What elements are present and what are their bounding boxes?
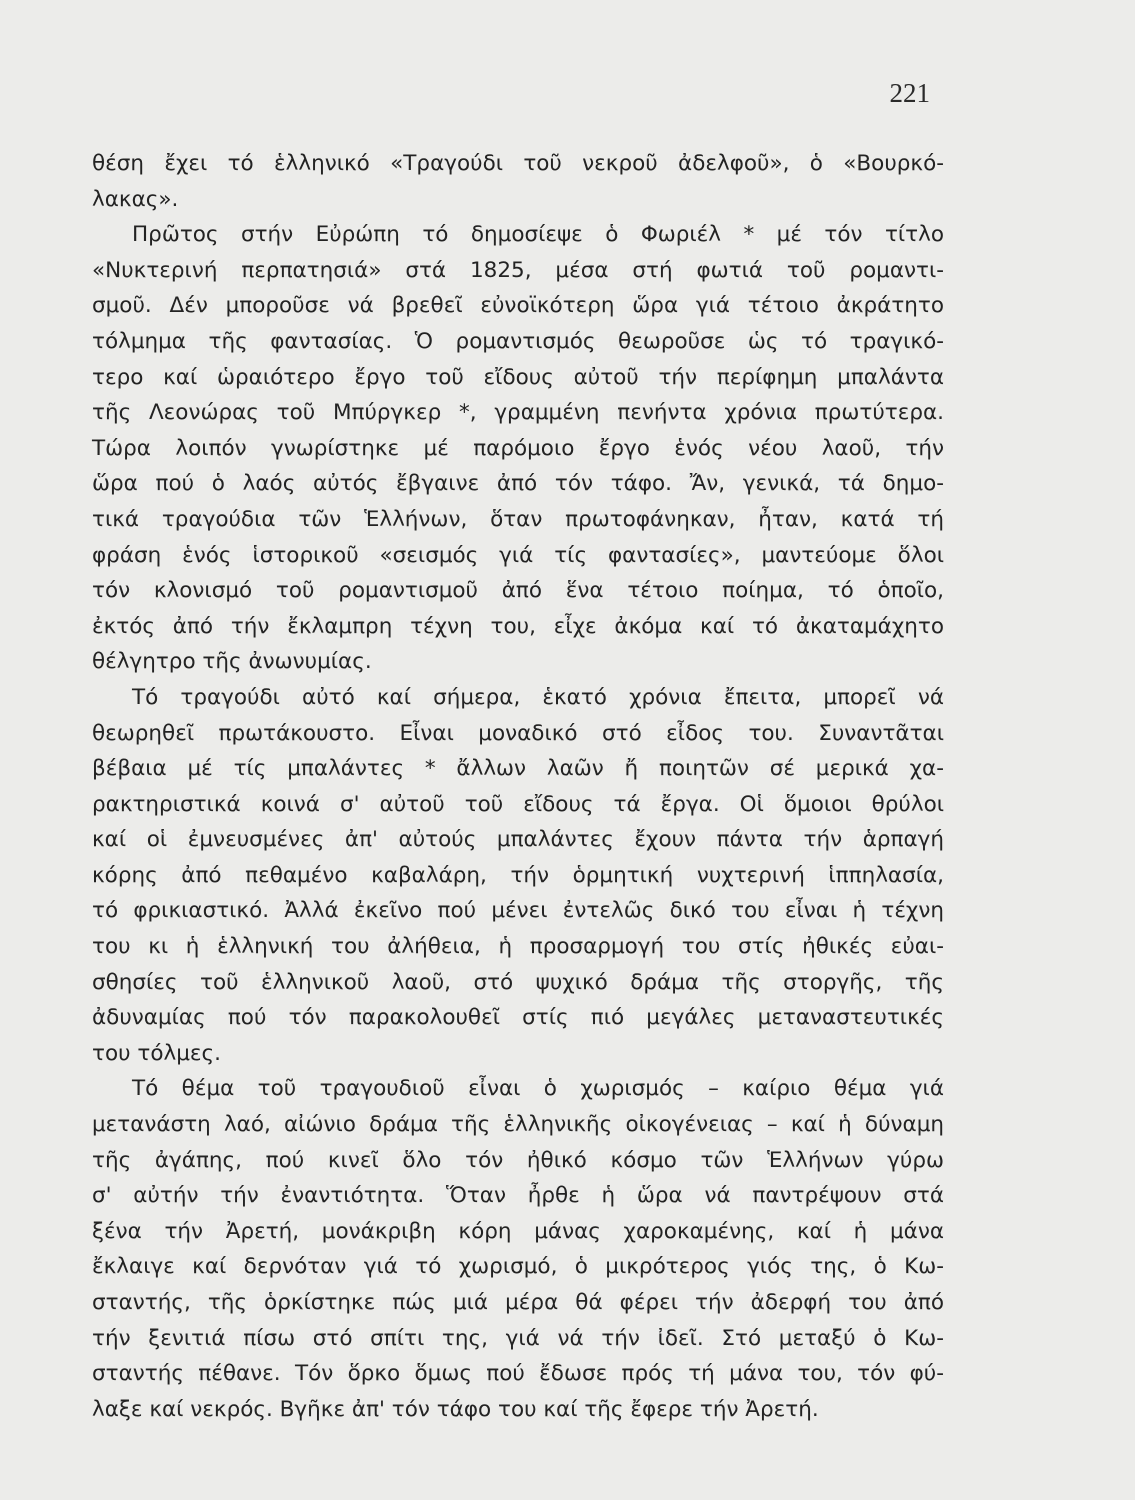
text-line: λακας».: [92, 186, 179, 212]
text-line: τόλμημα τῆς φαντασίας. Ὁ ρομαντισμός θεωροῦσε ὡς τό τραγικό-: [92, 328, 944, 354]
text-line: ὥρα πού ὁ λαός αὐτός ἔβγαινε ἀπό τόν τάφο. Ἄν, γενικά, τά δημο-: [92, 471, 944, 497]
text-line: σταντής, τῆς ὁρκίστηκε πώς μιά μέρα θά φέρει τήν ἀδερφή του ἀπό: [92, 1290, 944, 1315]
text-line: θεωρηθεῖ πρωτάκουστο. Εἶναι μοναδικό στό εἶδος του. Συναντᾶται: [92, 720, 944, 746]
text-line: «Νυκτερινή περπατησιά» στά 1825, μέσα στή φωτιά τοῦ ρομαντι-: [92, 257, 944, 283]
text-line: του τόλμες.: [92, 1040, 221, 1066]
text-line: τῆς Λεονώρας τοῦ Μπύργκερ *, γραμμένη πενήντα χρόνια πρωτύτερα.: [92, 400, 944, 426]
paragraph: [92, 146, 944, 217]
text-line: ἔκλαιγε καί δερνόταν γιά τό χωρισμό, ὁ μικρότερος γιός της, ὁ Κω-: [92, 1254, 944, 1280]
text-line: θέση ἔχει τό ἑλληνικό «Τραγούδι τοῦ νεκροῦ ἀδελφοῦ», ὁ «Βουρκό-: [92, 151, 944, 176]
text-line: τικά τραγούδια τῶν Ἑλλήνων, ὅταν πρωτοφάνηκαν, ἦταν, κατά τή: [92, 506, 944, 532]
text-line: λαξε καί νεκρός. Βγῆκε ἀπ' τόν τάφο του καί τῆς ἔφερε τήν Ἀρετή.: [92, 1396, 819, 1422]
text-line: ρακτηριστικά κοινά σ' αὐτοῦ τοῦ εἴδους τά ἔργα. Οἱ ὅμοιοι θρύλοι: [92, 791, 944, 817]
text-line: τήν ξενιτιά πίσω στό σπίτι της, γιά νά τήν ἰδεῖ. Στό μεταξύ ὁ Κω-: [92, 1325, 944, 1351]
text-line: Πρῶτος στήν Εὐρώπη τό δημοσίεψε ὁ Φωριέλ * μέ τόν τίτλο: [132, 222, 944, 248]
text-line: σ' αὐτήν τήν ἐναντιότητα. Ὅταν ἦρθε ἡ ὥρα νά παντρέψουν στά: [92, 1183, 944, 1209]
text-line: του κι ἡ ἑλληνική του ἀλήθεια, ἡ προσαρμογή του στίς ἠθικές εὐαι-: [92, 934, 944, 960]
text-line: σταντής πέθανε. Τόν ὅρκο ὅμως πού ἔδωσε πρός τή μάνα του, τόν φύ-: [92, 1361, 944, 1387]
body-text: [92, 146, 944, 1427]
text-line: τερο καί ὡραιότερο ἔργο τοῦ εἴδους αὐτοῦ τήν περίφημη μπαλάντα: [92, 364, 944, 390]
text-line: βέβαια μέ τίς μπαλάντες * ἄλλων λαῶν ἤ ποιητῶν σέ μερικά χα-: [92, 756, 944, 782]
text-line: Τό τραγούδι αὐτό καί σήμερα, ἑκατό χρόνια ἔπειτα, μπορεῖ νά: [132, 684, 944, 710]
text-line: κόρης ἀπό πεθαμένο καβαλάρη, τήν ὁρμητική νυχτερινή ἱππηλασία,: [92, 862, 944, 888]
paragraph: [92, 680, 944, 1072]
text-line: μετανάστη λαό, αἰώνιο δράμα τῆς ἑλληνικῆς οἰκογένειας – καί ἡ δύναμη: [92, 1112, 944, 1138]
text-line: φράση ἑνός ἱστορικοῦ «σεισμός γιά τίς φαντασίες», μαντεύομε ὅλοι: [92, 542, 944, 568]
text-line: σμοῦ. Δέν μποροῦσε νά βρεθεῖ εὐνοϊκότερη ὥρα γιά τέτοιο ἀκράτητο: [92, 293, 944, 319]
text-line: θέλγητρο τῆς ἀνωνυμίας.: [92, 649, 372, 675]
text-line: ξένα τήν Ἀρετή, μονάκριβη κόρη μάνας χαροκαμένης, καί ἡ μάνα: [92, 1218, 944, 1244]
text-line: τῆς ἀγάπης, πού κινεῖ ὅλο τόν ἠθικό κόσμο τῶν Ἑλλήνων γύρω: [92, 1147, 944, 1173]
paragraph: [92, 1071, 944, 1427]
text-line: ἀδυναμίας πού τόν παρακολουθεῖ στίς πιό μεγάλες μεταναστευτικές: [92, 1005, 944, 1031]
paragraph: [92, 217, 944, 680]
text-line: Τώρα λοιπόν γνωρίστηκε μέ παρόμοιο ἔργο ἑνός νέου λαοῦ, τήν: [92, 435, 944, 461]
text-line: τό φρικιαστικό. Ἀλλά ἐκεῖνο πού μένει ἐντελῶς δικό του εἶναι ἡ τέχνη: [92, 898, 944, 924]
text-line: ἐκτός ἀπό τήν ἔκλαμπρη τέχνη του, εἶχε ἀκόμα καί τό ἀκαταμάχητο: [92, 613, 944, 639]
text-line: τόν κλονισμό τοῦ ρομαντισμοῦ ἀπό ἕνα τέτοιο ποίημα, τό ὁποῖο,: [92, 578, 944, 604]
text-line: Τό θέμα τοῦ τραγουδιοῦ εἶναι ὁ χωρισμός – καίριο θέμα γιά: [132, 1076, 944, 1102]
text-line: καί οἱ ἐμνευσμένες ἀπ' αὐτούς μπαλάντες ἔχουν πάντα τήν ἁρπαγή: [92, 827, 944, 853]
text-line: σθησίες τοῦ ἑλληνικοῦ λαοῦ, στό ψυχικό δράμα τῆς στοργῆς, τῆς: [92, 969, 944, 995]
page-number: 221: [889, 78, 930, 108]
